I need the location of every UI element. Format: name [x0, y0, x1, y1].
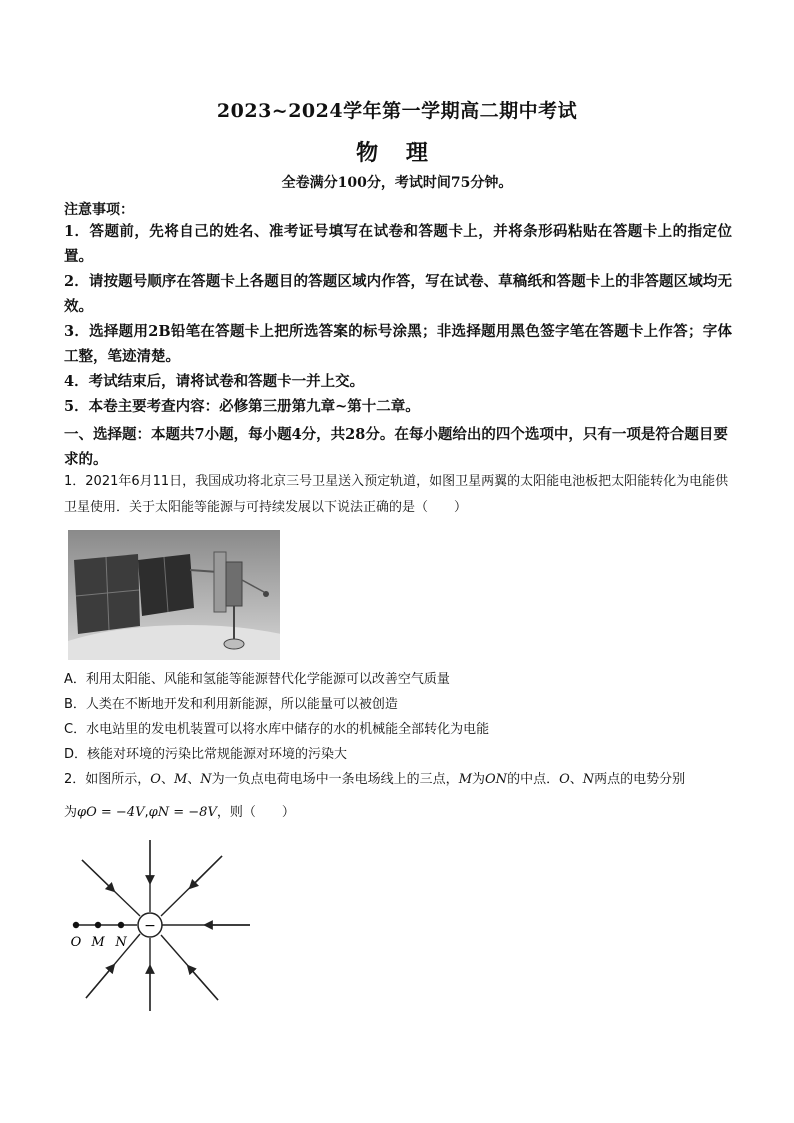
- electric-field-diagram: [60, 838, 260, 1013]
- label-m: M: [91, 935, 105, 950]
- question-1-option-d: D．核能对环境的污染比常规能源对环境的污染大: [64, 747, 348, 762]
- exam-title: 2023~2024学年第一学期高二期中考试: [216, 100, 578, 122]
- note-item: 4．考试结束后，请将试卷和答题卡一并上交。: [64, 373, 365, 390]
- note-item: 1．答题前，先将自己的姓名、准考证号填写在试卷和答题卡上，并将条形码粘贴在答题卡上的指定位置。: [64, 223, 732, 265]
- field-arrow: [190, 856, 222, 888]
- exam-info: 全卷满分100分，考试时间75分钟。: [281, 175, 513, 191]
- question-1-option-c: C．水电站里的发电机装置可以将水库中储存的水的机械能全部转化为电能: [64, 722, 490, 737]
- point-m: [95, 922, 101, 928]
- satellite-photo: [68, 530, 280, 660]
- point-n: [118, 922, 124, 928]
- section-heading: 一、选择题：本题共7小题，每小题4分，共28分。在每小题给出的四个选项中，只有一项是符合题目要求的。: [64, 426, 728, 468]
- potential-o: φO = −4V: [77, 805, 145, 820]
- field-arrow: [82, 860, 114, 891]
- note-item: 3．选择题用2B铅笔在答题卡上把所选答案的标号涂黑；非选择题用黑色签字笔在答题卡上作答；字体工整，笔迹清楚。: [64, 323, 732, 365]
- label-n: N: [115, 935, 127, 950]
- note-item: 2．请按题号顺序在答题卡上各题目的答题区域内作答，写在试卷、草稿纸和答题卡上的非答题区域均无效。: [64, 273, 732, 315]
- question-1-option-a: A．利用太阳能、风能和氢能等能源替代化学能源可以改善空气质量: [64, 672, 450, 687]
- subject-title: 物 理: [356, 140, 438, 166]
- point-o: [73, 922, 79, 928]
- potential-n: φN = −8V: [148, 805, 217, 820]
- note-item: 5．本卷主要考查内容：必修第三册第九章~第十二章。: [64, 398, 420, 415]
- question-2-stem: 2．如图所示，O、M、N为一负点电荷电场中一条电场线上的三点，M为ON的中点．O、N两点的电势分别: [64, 772, 686, 787]
- question-1-stem: 1．2021年6月11日，我国成功将北京三号卫星送入预定轨道，如图卫星两翼的太阳能电池板把太阳能转化为电能供卫星使用．关于太阳能等能源与可持续发展以下说法正确的是（ ）: [64, 474, 729, 515]
- field-arrow: [188, 966, 218, 1000]
- question-2-stem-line2: 为φO = −4V,φN = −8V，则（ ）: [64, 805, 295, 820]
- notes-heading: 注意事项：: [64, 202, 134, 218]
- label-o: O: [70, 935, 82, 950]
- question-1-option-b: B．人类在不断地开发和利用新能源，所以能量可以被创造: [64, 697, 398, 712]
- charge-sign: −: [144, 918, 156, 934]
- field-arrow: [86, 965, 114, 998]
